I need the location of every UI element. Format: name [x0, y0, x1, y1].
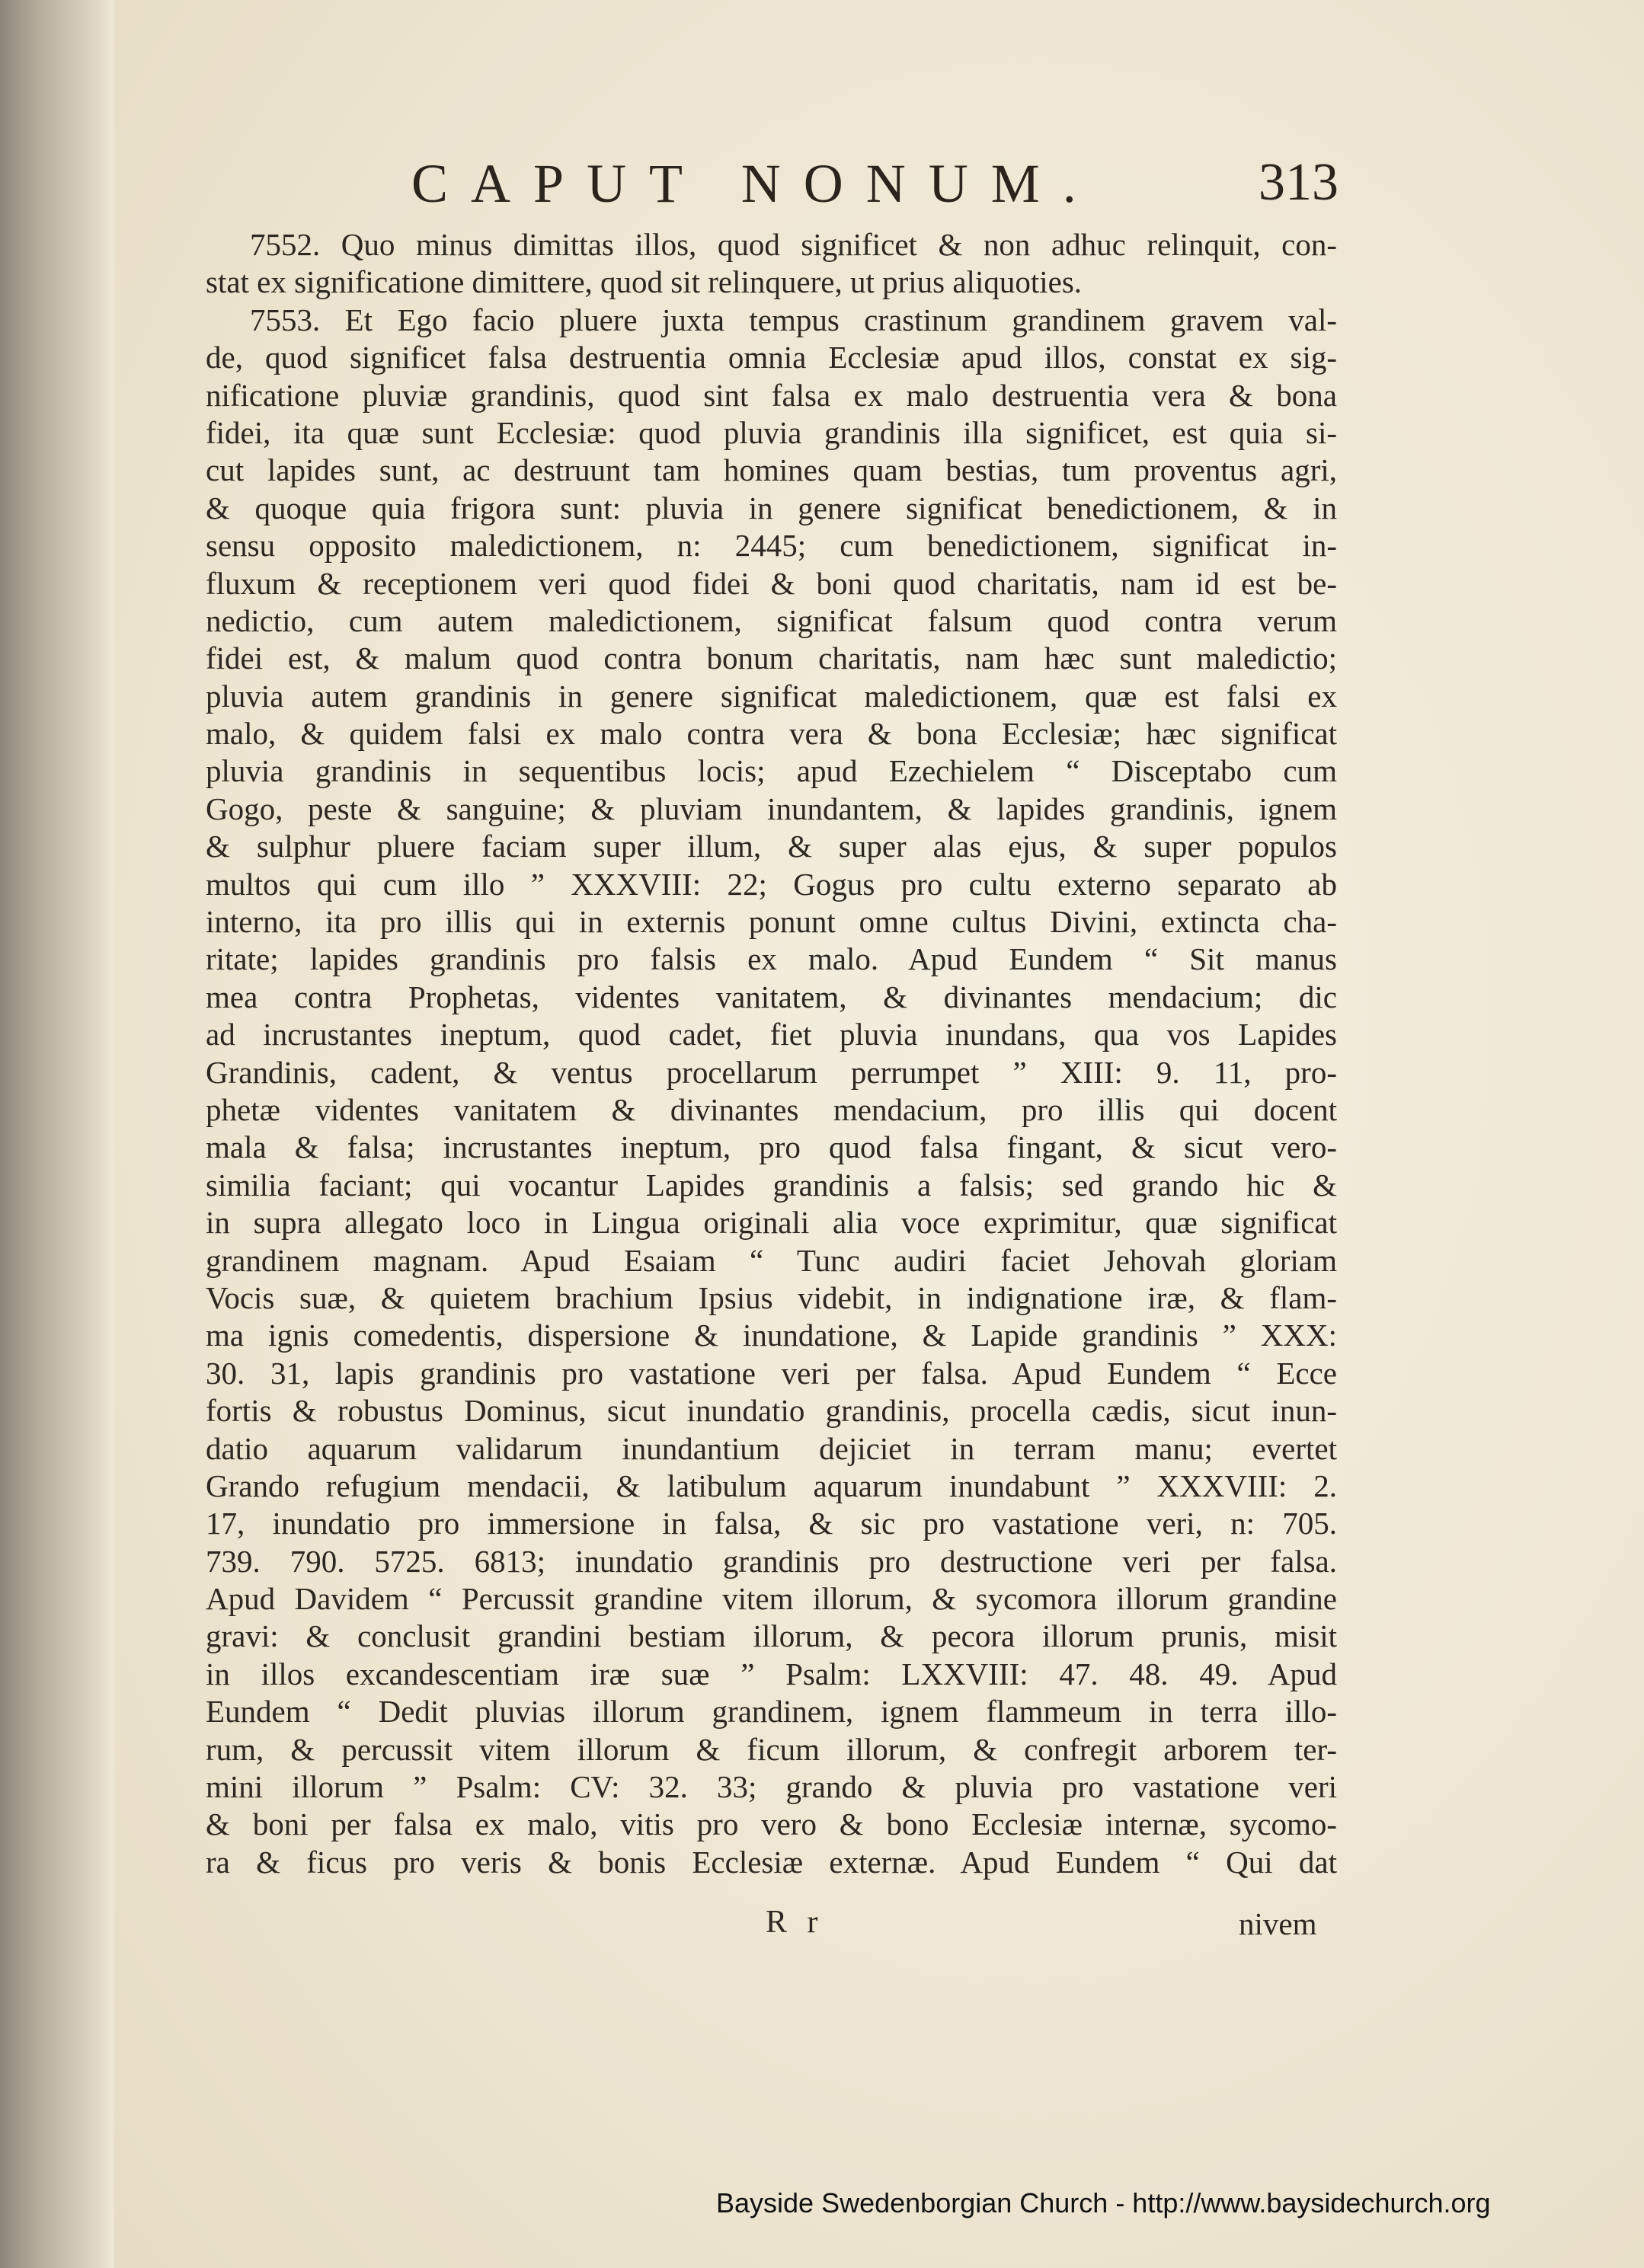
text-line: mea contra Prophetas, videntes vanitatem, & divinantes mendacium; dic	[206, 979, 1337, 1014]
text-line: 7553. Et Ego facio pluere juxta tempus crastinum grandinem gravem val-	[250, 302, 1337, 337]
catchword: nivem	[1239, 1906, 1317, 1941]
text-line: & sulphur pluere faciam super illum, & super alas ejus, & super populos	[206, 829, 1337, 864]
text-line: Apud Davidem “ Percussit grandine vitem illorum, & sycomora illorum grandine	[206, 1581, 1337, 1617]
page-number: 313	[1259, 153, 1339, 212]
text-line: nificatione pluviæ grandinis, quod sint falsa ex malo destruentia vera & bona	[206, 377, 1337, 413]
text-line: gravi: & conclusit grandini bestiam illorum, & pecora illorum prunis, misit	[206, 1618, 1337, 1654]
text-line: Eundem “ Dedit pluvias illorum grandinem, ignem flammeum in terra illo-	[206, 1694, 1337, 1730]
text-line: Grando refugium mendacii, & latibulum aquarum inundabunt ” XXXVIII: 2.	[206, 1468, 1337, 1503]
text-line: 30. 31, lapis grandinis pro vastatione veri per falsa. Apud Eundem “ Ecce	[206, 1355, 1337, 1391]
text-line: phetæ videntes vanitatem & divinantes mendacium, pro illis qui docent	[206, 1091, 1337, 1127]
text-line: Gogo, peste & sanguine; & pluviam inundantem, & lapides grandinis, ignem	[206, 791, 1337, 826]
body-text	[206, 226, 1337, 1881]
text-line: de, quod significet falsa destruentia omnia Ecclesiæ apud illos, constat ex sig-	[206, 340, 1337, 375]
text-line: fortis & robustus Dominus, sicut inundatio grandinis, procella cædis, sicut inun-	[206, 1393, 1337, 1429]
text-line: pluvia autem grandinis in genere significat maledictionem, quæ est falsi ex	[206, 678, 1337, 714]
text-line: 739. 790. 5725. 6813; inundatio grandinis pro destructione veri per falsa.	[206, 1543, 1337, 1579]
text-line: multos qui cum illo ” XXXVIII: 22; Gogus pro cultu externo separato ab	[206, 866, 1337, 902]
text-line: Grandinis, cadent, & ventus procellarum perrumpet ” XIII: 9. 11, pro-	[206, 1054, 1337, 1090]
text-line: interno, ita pro illis qui in externis ponunt omne cultus Divini, extincta cha-	[206, 904, 1337, 940]
text-line: sensu opposito maledictionem, n: 2445; cum benedictionem, significat in-	[206, 528, 1337, 564]
text-line: datio aquarum validarum inundantium dejiciet in terram manu; evertet	[206, 1430, 1337, 1466]
text-line: & quoque quia frigora sunt: pluvia in genere significat benedictionem, & in	[206, 490, 1337, 525]
text-line: mala & falsa; incrustantes ineptum, pro quod falsa fingant, & sicut vero-	[206, 1129, 1337, 1165]
text-line: fidei, ita quæ sunt Ecclesiæ: quod pluvia grandinis illa significet, est quia si-	[206, 414, 1337, 450]
text-line: mini illorum ” Psalm: CV: 32. 33; grando & pluvia pro vastatione veri	[206, 1769, 1337, 1805]
text-line: 7552. Quo minus dimittas illos, quod significet & non adhuc relinquit, con-	[250, 227, 1337, 262]
watermark-text: Bayside Swedenborgian Church - http://www.baysidechurch.org	[716, 2187, 1491, 2218]
text-line: malo, & quidem falsi ex malo contra vera & bona Ecclesiæ; hæc significat	[206, 716, 1337, 752]
text-line: Vocis suæ, & quietem brachium Ipsius videbit, in indignatione iræ, & flam-	[206, 1279, 1337, 1315]
text-line: cut lapides sunt, ac destruunt tam homines quam bestias, tum proventus agri,	[206, 452, 1337, 488]
text-line: grandinem magnam. Apud Esaiam “ Tunc audiri faciet Jehovah gloriam	[206, 1242, 1337, 1278]
running-head-title: CAPUT NONUM.	[411, 153, 1099, 214]
text-line: ritate; lapides grandinis pro falsis ex malo. Apud Eundem “ Sit manus	[206, 941, 1337, 977]
text-line: fidei est, & malum quod contra bonum charitatis, nam hæc sunt maledictio;	[206, 640, 1337, 676]
text-line: in illos excandescentiam iræ suæ ” Psalm: LXXVIII: 47. 48. 49. Apud	[206, 1656, 1337, 1691]
text-line: 17, inundatio pro immersione in falsa, & sic pro vastatione veri, n: 705.	[206, 1506, 1337, 1541]
text-line: similia faciant; qui vocantur Lapides grandinis a falsis; sed grando hic &	[206, 1167, 1337, 1203]
text-line: stat ex significatione dimittere, quod sit relinquere, ut prius aliquoties.	[206, 264, 1083, 300]
text-line: & boni per falsa ex malo, vitis pro vero & bono Ecclesiæ internæ, sycomo-	[206, 1806, 1337, 1842]
book-gutter-shadow	[0, 0, 114, 2268]
text-line: rum, & percussit vitem illorum & ficum illorum, & confregit arborem ter-	[206, 1731, 1337, 1767]
text-line: fluxum & receptionem veri quod fidei & boni quod charitatis, nam id est be-	[206, 565, 1337, 601]
signature-mark: R r	[766, 1905, 824, 1940]
text-line: ma ignis comedentis, dispersione & inundatione, & Lapide grandinis ” XXX:	[206, 1318, 1337, 1353]
text-line: nedictio, cum autem maledictionem, significat falsum quod contra verum	[206, 602, 1337, 638]
text-line: ra & ficus pro veris & bonis Ecclesiæ externæ. Apud Eundem “ Qui dat	[206, 1844, 1337, 1880]
text-line: in supra allegato loco in Lingua originali alia voce exprimitur, quæ significat	[206, 1205, 1337, 1241]
text-line: pluvia grandinis in sequentibus locis; apud Ezechielem “ Disceptabo cum	[206, 753, 1337, 789]
text-line: ad incrustantes ineptum, quod cadet, fiet pluvia inundans, qua vos Lapides	[206, 1017, 1337, 1053]
